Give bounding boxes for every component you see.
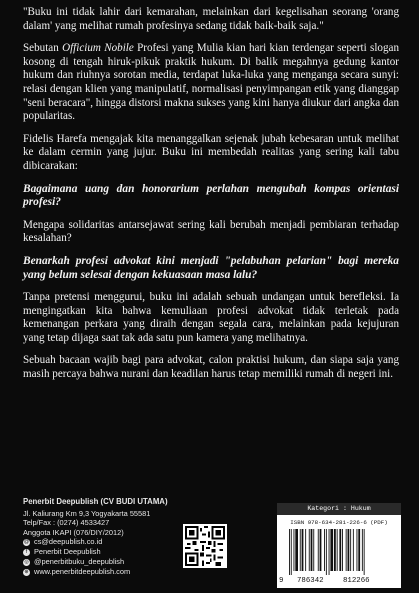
publisher-address: Jl. Kaliurang Km 9,3 Yogyakarta 55581 bbox=[23, 508, 151, 518]
synopsis-paragraph-2: Fidelis Harefa mengajak kita menanggalkan sejenak jubah kebesaran untuk melihat ke dalam cermin yang jujur. Buku ini membedah realitas yang sering kali tabu dibicarakan: bbox=[23, 132, 399, 172]
category-label: Kategori : Hukum bbox=[277, 503, 401, 515]
synopsis bbox=[23, 6, 399, 391]
qr-code bbox=[183, 524, 227, 568]
publisher-info bbox=[23, 497, 193, 577]
officium-nobile-term: Officium Nobile bbox=[62, 42, 134, 55]
synopsis-paragraph-1: Sebutan Officium Nobile Profesi yang Mulia kian hari kian terdengar seperti slogan kosong di tengah hiruk-pikuk praktik hukum. Di balik megahnya gedung kantor hukum dan riuhnya sorotan media, terdapat luka-luka yang menganga secara sunyi: relasi dengan klien yang manipulatif, normalisasi penyimpangan etik yang dianggap "seni beracara", hingga distorsi makna sukses yang kini hanya diukur dari angka dan popularitas. bbox=[23, 42, 399, 123]
social-instagram: ◎ @penerbitbuku_deepublish bbox=[24, 557, 125, 566]
qr-code-graphic bbox=[185, 526, 225, 566]
social-facebook: f Penerbit Deepublish bbox=[23, 547, 193, 557]
publisher-name: Penerbit Deepublish (CV BUDI UTAMA) bbox=[23, 497, 168, 506]
publisher-ikapi: Anggota IKAPI (076/DIY/2012) bbox=[23, 527, 124, 537]
instagram-icon: ◎ bbox=[24, 558, 29, 565]
isbn-number: ISBN 978-634-281-226-6 (PDF) bbox=[290, 519, 388, 526]
barcode-digits-right: 812266 bbox=[343, 577, 370, 585]
synopsis-paragraph-5: Sebuah bacaan wajib bagi para advokat, calon praktisi hukum, dan siapa saja yang masih percaya bahwa nurani dan keadilan harus tetap memiliki rumah di negeri ini. bbox=[23, 354, 399, 381]
barcode-digits-left: 786342 bbox=[297, 577, 324, 585]
question-2: Benarkah profesi advokat kini menjadi "pelabuhan pelarian" bagi mereka yang belum selesai dengan kekuasaan masa lalu? bbox=[23, 254, 399, 281]
barcode bbox=[287, 529, 391, 575]
publisher-phone: Telp/Fax : (0274) 4533427 bbox=[23, 518, 110, 527]
synopsis-paragraph-4: Tanpa pretensi menggurui, buku ini adalah sebuah undangan untuk berefleksi. Ia mengingatkan kita bahwa kemuliaan profesi advokat tidak terletak pada kemenangan perkara yang diraih dengan segala cara, melainkan pada kejujuran yang tetap dijaga saat tak ada satu pun kamera yang melihatnya. bbox=[23, 291, 399, 344]
opening-quote: "Buku ini tidak lahir dari kemarahan, melainkan dari kegelisahan seorang 'orang dalam' yang melihat rumah profesinya sedang tidak baik-baik saja." bbox=[23, 6, 399, 32]
globe-icon: ⊕ bbox=[24, 568, 29, 575]
email-icon: @ bbox=[23, 538, 30, 545]
question-1: Bagaimana uang dan honorarium perlahan mengubah kompas orientasi profesi? bbox=[23, 182, 399, 209]
barcode-bars bbox=[287, 529, 391, 575]
social-email: @ cs@deepublish.co.id bbox=[23, 537, 103, 546]
isbn-barcode-block bbox=[277, 503, 401, 588]
social-website: ⊕ www.penerbitdeepublish.com bbox=[24, 567, 131, 576]
cover-footer bbox=[23, 497, 403, 589]
barcode-digit-lead: 9 bbox=[279, 577, 284, 585]
facebook-icon: f bbox=[23, 549, 30, 556]
synopsis-paragraph-3: Mengapa solidaritas antarsejawat sering kali berubah menjadi pembiaran terhadap kesalahan? bbox=[23, 218, 399, 245]
